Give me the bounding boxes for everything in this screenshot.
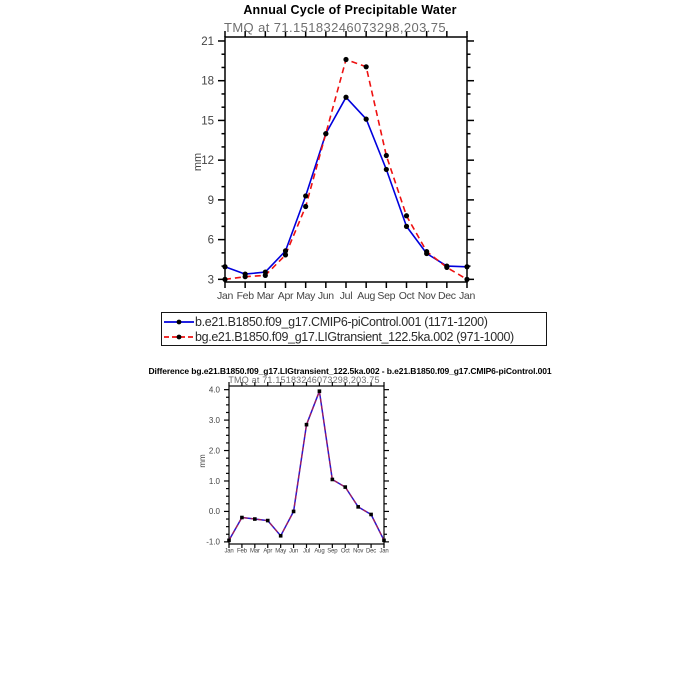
chart2-y-axis-label: mm (198, 454, 207, 468)
svg-text:1.0: 1.0 (208, 476, 220, 486)
svg-text:2.0: 2.0 (208, 446, 220, 456)
svg-text:Apr: Apr (277, 290, 294, 302)
chart2-title: Difference bg.e21.B1850.f09_g17.LIGtransient_122.5ka.002 - b.e21.B1850.f09_g17.CMIP6-piControl.001 (148, 366, 552, 376)
svg-text:Jul: Jul (302, 548, 311, 555)
svg-text:Jan: Jan (458, 290, 476, 302)
svg-text:Dec: Dec (366, 548, 377, 555)
svg-text:Mar: Mar (249, 548, 260, 555)
svg-text:Feb: Feb (237, 548, 247, 555)
svg-text:0.0: 0.0 (208, 507, 220, 517)
legend-line-solid-icon (163, 317, 195, 327)
legend-label-ligtransient: bg.e21.B1850.f09_g17.LIGtransient_122.5ka.002 (971-1000) (195, 329, 514, 344)
chart1-title: Annual Cycle of Precipitable Water (243, 3, 457, 17)
svg-text:Jan: Jan (224, 548, 234, 555)
svg-text:Sep: Sep (327, 548, 338, 555)
svg-text:Jan: Jan (379, 548, 389, 555)
svg-text:Jan: Jan (216, 290, 234, 302)
svg-text:Oct: Oct (398, 290, 415, 302)
svg-text:Nov: Nov (353, 548, 364, 555)
svg-text:3: 3 (207, 274, 214, 287)
svg-text:3.0: 3.0 (208, 415, 220, 425)
svg-text:Jun: Jun (289, 548, 299, 555)
svg-text:Dec: Dec (437, 290, 456, 302)
svg-text:Nov: Nov (417, 290, 436, 302)
svg-text:15: 15 (201, 115, 214, 128)
svg-text:Mar: Mar (256, 290, 274, 302)
legend-label-picontrol: b.e21.B1850.f09_g17.CMIP6-piControl.001 (1171-1200) (195, 314, 488, 329)
svg-text:Aug: Aug (357, 290, 376, 302)
svg-text:Apr: Apr (263, 548, 273, 555)
legend-item-ligtransient (163, 329, 546, 344)
legend-line-dashed-icon (163, 332, 195, 342)
svg-text:Oct: Oct (340, 548, 350, 555)
legend-box (161, 312, 547, 346)
svg-text:Aug: Aug (314, 548, 325, 555)
svg-text:4.0: 4.0 (208, 385, 220, 395)
legend-item-picontrol (163, 314, 546, 329)
chart2-subtitle: TMQ at 71.15183246073298,203.75 (228, 375, 380, 385)
svg-text:Feb: Feb (236, 290, 254, 302)
svg-text:18: 18 (201, 75, 214, 88)
svg-text:-1.0: -1.0 (206, 537, 220, 547)
svg-text:12: 12 (201, 155, 214, 168)
chart1-y-axis-label: mm (192, 152, 204, 172)
chart1-subtitle: TMQ at 71.15183246073298,203.75 (223, 20, 446, 35)
svg-text:Sep: Sep (377, 290, 396, 302)
svg-text:9: 9 (207, 194, 214, 207)
svg-text:Jun: Jun (317, 290, 334, 302)
svg-text:21: 21 (201, 35, 214, 48)
svg-text:6: 6 (207, 234, 214, 247)
svg-text:May: May (296, 290, 316, 302)
svg-text:May: May (275, 548, 287, 555)
svg-text:Jul: Jul (339, 290, 353, 302)
